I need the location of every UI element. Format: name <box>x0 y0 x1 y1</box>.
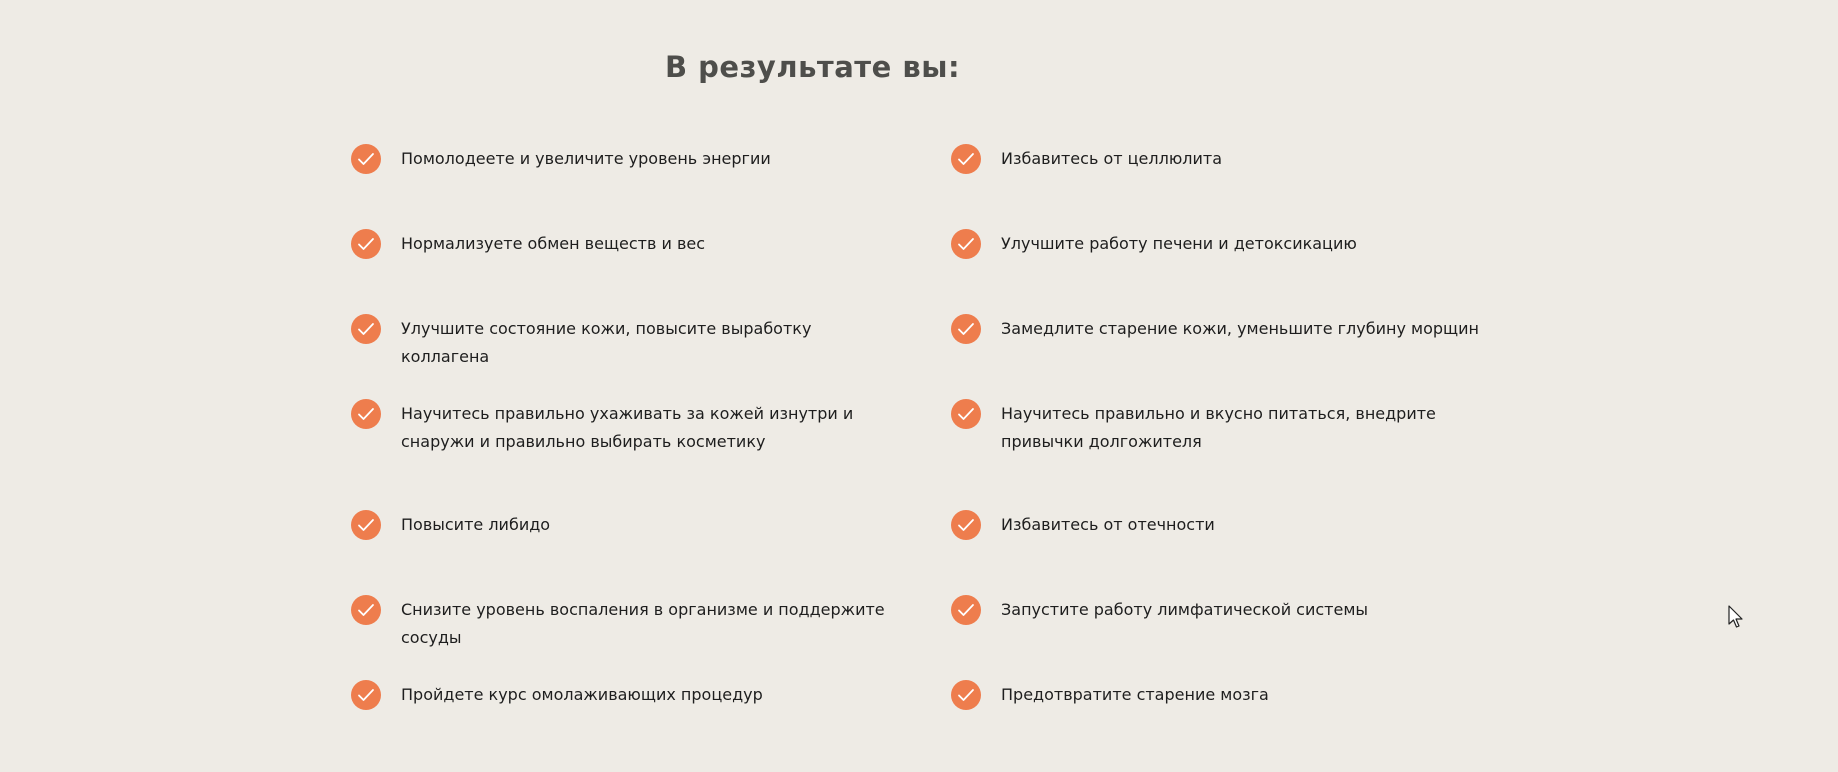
result-item <box>351 314 951 399</box>
result-text: Улучшите состояние кожи, повысите выработку коллагена <box>401 319 812 366</box>
result-text: Замедлите старение кожи, уменьшите глубину морщин <box>1001 319 1479 338</box>
check-icon <box>351 144 381 174</box>
result-item <box>951 314 1491 399</box>
check-icon <box>951 314 981 344</box>
result-item <box>351 680 951 765</box>
check-icon <box>351 314 381 344</box>
result-item <box>351 595 951 680</box>
check-icon <box>951 595 981 625</box>
result-text: Помолодеете и увеличите уровень энергии <box>401 149 771 168</box>
result-text: Запустите работу лимфатической системы <box>1001 600 1369 619</box>
mouse-cursor-icon <box>1728 605 1744 629</box>
result-item <box>351 229 951 314</box>
check-icon <box>951 510 981 540</box>
result-text: Снизите уровень воспаления в организме и поддержите сосуды <box>401 600 885 647</box>
result-item <box>351 144 951 229</box>
check-icon <box>951 144 981 174</box>
check-icon <box>951 229 981 259</box>
result-text: Пройдете курс омолаживающих процедур <box>401 685 763 704</box>
check-icon <box>951 399 981 429</box>
result-item <box>351 399 951 510</box>
result-item <box>951 399 1491 510</box>
result-item <box>951 144 1491 229</box>
check-icon <box>351 595 381 625</box>
result-text: Нормализуете обмен веществ и вес <box>401 234 706 253</box>
result-item <box>351 510 951 595</box>
result-text: Научитесь правильно и вкусно питаться, внедрите привычки долгожителя <box>1001 404 1436 451</box>
check-icon <box>351 399 381 429</box>
result-item <box>951 510 1491 595</box>
results-list <box>351 144 1501 765</box>
result-item <box>951 229 1491 314</box>
result-text: Избавитесь от отечности <box>1001 515 1215 534</box>
check-icon <box>351 229 381 259</box>
result-text: Избавитесь от целлюлита <box>1001 149 1223 168</box>
result-text: Улучшите работу печени и детоксикацию <box>1001 234 1357 253</box>
check-icon <box>351 510 381 540</box>
page-title: В результате вы: <box>664 50 961 84</box>
result-text: Повысите либидо <box>401 515 551 534</box>
result-text: Научитесь правильно ухаживать за кожей изнутри и снаружи и правильно выбирать косметику <box>401 404 854 451</box>
check-icon <box>951 680 981 710</box>
result-text: Предотвратите старение мозга <box>1001 685 1269 704</box>
result-item <box>951 680 1491 765</box>
result-item <box>951 595 1491 680</box>
check-icon <box>351 680 381 710</box>
